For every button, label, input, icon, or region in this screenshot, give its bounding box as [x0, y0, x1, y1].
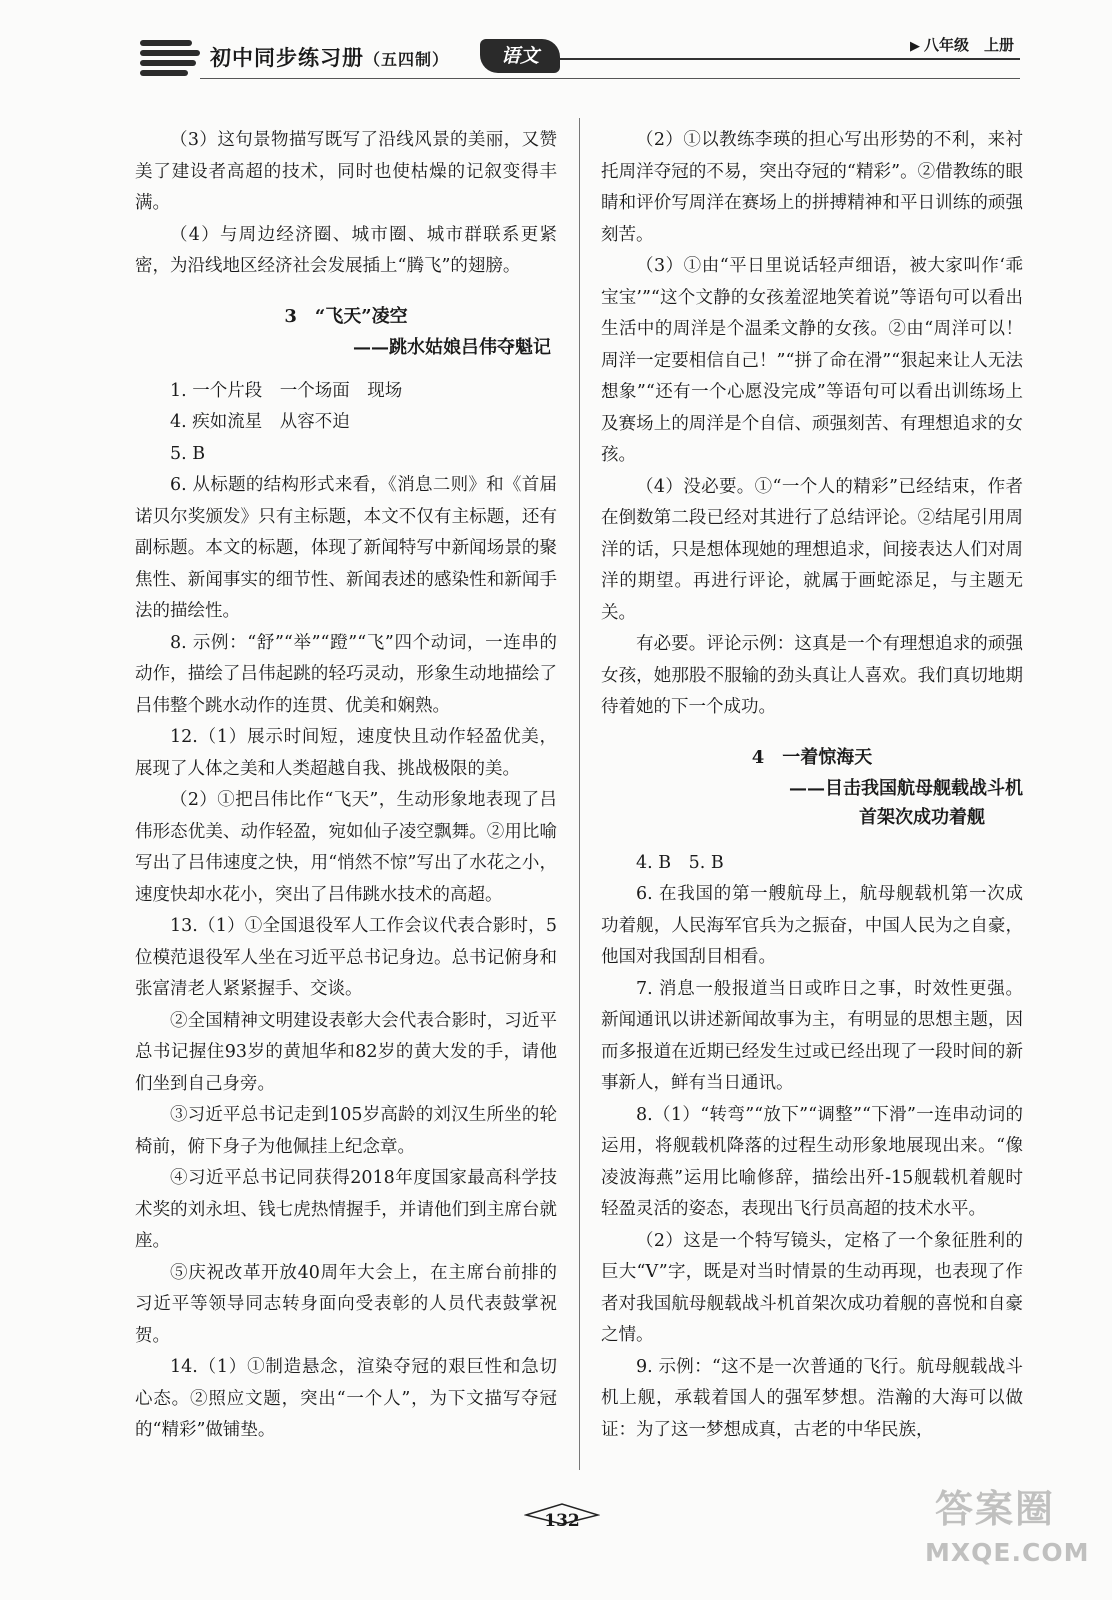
answer-paragraph: （4）与周边经济圈、城市圈、城市群联系更紧密，为沿线地区经济社会发展插上“腾飞”的翅膀。 — [135, 224, 557, 276]
answer-paragraph: （2）这是一个特写镜头，定格了一个象征胜利的巨大“V”字，既是对当时情景的生动再现，也表现了作者对我国航母舰载战斗机首架次成功着舰的喜悦和自豪之情。 — [601, 1230, 1023, 1345]
answer-paragraph: 12.（1）展示时间短，速度快且动作轻盈优美，展现了人体之美和人类超越自我、挑战极限的美。 — [135, 727, 557, 779]
answer-item: 5. B — [170, 443, 206, 464]
header-rule-lower — [200, 78, 1020, 79]
page-number-badge — [524, 1503, 600, 1543]
answer-paragraph: 8.（1）“转弯”“放下”“调整”“下滑”一连串动词的运用，将舰载机降落的过程生动形象地展现出来。“像凌波海燕”运用比喻修辞，描绘出歼-15舰载机着舰时轻盈灵活的姿态，表现出飞行员高超的技术水平。 — [601, 1104, 1023, 1219]
section-3-title: 3 “飞天”凌空 — [284, 305, 408, 327]
answer-paragraph: ④习近平总书记同获得2018年度国家最高科学技术奖的刘永坦、钱七虎热情握手，并请他们到主席台就座。 — [135, 1168, 557, 1251]
section-4-title: 4 一着惊海天 — [751, 746, 873, 768]
answer-paragraph: （2）①把吕伟比作“飞天”，生动形象地表现了吕伟形态优美、动作轻盈，宛如仙子凌空飘舞。②用比喻写出了吕伟速度之快，用“悄然不惊”写出了水花之小，速度快却水花小，突出了吕伟跳水技术的高超。 — [135, 790, 557, 905]
answer-paragraph: 7. 消息一般报道当日或昨日之事，时效性更强。新闻通讯以讲述新闻故事为主，有明显的思想主题，因而多报道在近期已经发生过或已经出现了一段时间的新事新人，鲜有当日通讯。 — [601, 978, 1023, 1093]
answer-paragraph: ③习近平总书记走到105岁高龄的刘汉生所坐的轮椅前，俯下身子为他佩挂上纪念章。 — [135, 1105, 557, 1157]
page-header — [130, 28, 1050, 88]
column-divider — [579, 118, 580, 1470]
book-title: 初中同步练习册（五四制） — [210, 45, 450, 70]
answer-paragraph: 8. 示例：“舒”“举”“蹬”“飞”四个动词，一连串的动作，描绘了吕伟起跳的轻巧灵动，形象生动地描绘了吕伟整个跳水动作的连贯、优美和娴熟。 — [135, 632, 557, 716]
grade-label: ▶ 八年级 上册 — [910, 36, 1015, 54]
answer-paragraph: 13.（1）①全国退役军人工作会议代表合影时，5位模范退役军人坐在习近平总书记身边。总书记俯身和张富清老人紧紧握手、交谈。 — [135, 916, 557, 999]
answer-paragraph: 有必要。评论示例：这真是一个有理想追求的顽强女孩，她那股不服输的劲头真让人喜欢。我们真切地期待着她的下一个成功。 — [601, 634, 1023, 717]
answer-paragraph: 14.（1）①制造悬念，渲染夺冠的艰巨性和急切心态。②照应文题，突出“一个人”，为下文描写夺冠的“精彩”做铺垫。 — [135, 1357, 557, 1440]
book-logo-icon — [140, 38, 202, 78]
watermark-url: MXQE.COM — [925, 1538, 1090, 1567]
triangle-right-icon: ▶ — [910, 39, 920, 54]
answer-paragraph: 6. 在我国的第一艘航母上，航母舰载机第一次成功着舰，人民海军官兵为之振奋，中国人民为之自豪，他国对我国刮目相看。 — [601, 884, 1023, 967]
left-column — [135, 125, 557, 1447]
answer-item: 1. 一个片段 一个场面 现场 — [170, 380, 403, 401]
section-4-subtitle-line2: 首架次成功着舰 — [859, 806, 985, 828]
section-4-subtitle-line1: ——目击我国航母舰载战斗机 — [789, 777, 1023, 799]
answer-paragraph: ②全国精神文明建设表彰大会代表合影时，习近平总书记握住93岁的黄旭华和82岁的黄大发的手，请他们坐到自己身旁。 — [135, 1010, 557, 1094]
answer-paragraph: 6. 从标题的结构形式来看，《消息二则》和《首届诺贝尔奖颁发》只有主标题，本文不仅有主标题，还有副标题。本文的标题，体现了新闻特写中新闻场景的聚焦性、新闻事实的细节性、新闻表述的感染性和新闻手法的描绘性。 — [135, 475, 557, 621]
subject-badge: 语文 — [480, 39, 560, 73]
watermark-logo — [925, 1478, 1095, 1588]
book-edition: （五四制） — [364, 50, 450, 69]
header-rule — [560, 58, 1020, 60]
answer-item: 4. 疾如流星 从容不迫 — [170, 412, 350, 432]
answer-paragraph: （3）①由“平日里说话轻声细语，被大家叫作‘乖宝宝’”“这个文静的女孩羞涩地笑着说”等语句可以看出生活中的周洋是个温柔文静的女孩。②由“周洋可以！周洋一定要相信自己！”“拼了命在滑”“狠起来让人无法想象”“还有一个心愿没完成”等语句可以看出训练场上及赛场上的周洋是个自信、顽强刻苦、有理想追求的女孩。 — [601, 256, 1023, 465]
answer-paragraph: （2）①以教练李瑛的担心写出形势的不利，来衬托周洋夺冠的不易，突出夺冠的“精彩”。②借教练的眼睛和评价写周洋在赛场上的拼搏精神和平日训练的顽强刻苦。 — [601, 130, 1023, 245]
answer-item: 4. B 5. B — [636, 852, 724, 873]
answer-paragraph: 9. 示例：“这不是一次普通的飞行。航母舰载战斗机上舰，承载着国人的强军梦想。浩瀚的大海可以做证：为了这一梦想成真，古老的中华民族， — [601, 1356, 1023, 1440]
section-3-subtitle: ——跳水姑娘吕伟夺魁记 — [353, 336, 551, 358]
answer-paragraph: （4）没必要。①“一个人的精彩”已经结束，作者在倒数第二段已经对其进行了总结评论。②结尾引用周洋的话，只是想体现她的理想追求，间接表达人们对周洋的期望。再进行评论，就属于画蛇添足，与主题无关。 — [601, 476, 1023, 623]
answer-paragraph: ⑤庆祝改革开放40周年大会上，在主席台前排的习近平等领导同志转身面向受表彰的人员代表鼓掌祝贺。 — [135, 1262, 557, 1346]
page-number: 132 — [544, 1511, 580, 1531]
answer-paragraph: （3）这句景物描写既写了沿线风景的美丽，又赞美了建设者高超的技术，同时也使枯燥的记叙变得丰满。 — [135, 130, 557, 213]
right-column — [601, 125, 1023, 1446]
watermark-text: 答案圈 — [935, 1487, 1056, 1531]
